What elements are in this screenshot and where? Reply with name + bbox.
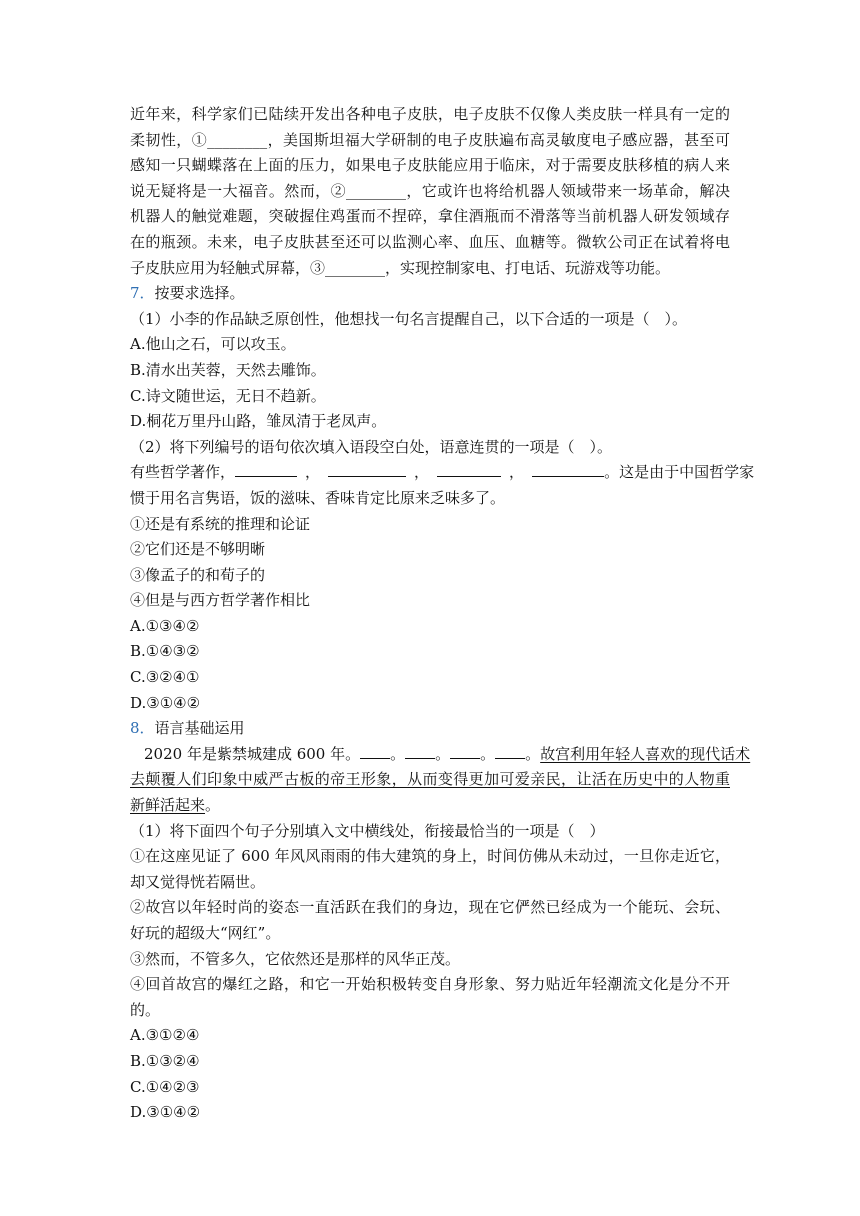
- q8-sentence-4-line2: 的。: [130, 1000, 161, 1019]
- q7-sub2-option-d: D.③①④②: [130, 693, 201, 712]
- question-title: 语言基础运用: [154, 719, 245, 738]
- comma: ，: [305, 463, 321, 482]
- q7-sub1-option-b: B.清水出芙蓉，天然去雕饰。: [130, 360, 326, 379]
- passage-line: 在的瓶颈。未来，电子皮肤甚至还可以监测心率、血压、血糖等。微软公司正在试着将电: [130, 232, 730, 251]
- passage-line: 感知一只蝴蝶落在上面的压力，如果电子皮肤能应用于临床，对于需要皮肤移植的病人来: [130, 156, 730, 175]
- q8-passage-line1: [130, 742, 751, 768]
- answer-blank: [495, 743, 525, 759]
- q7-sub2-sentence-1: ①还是有系统的推理和论证: [130, 514, 311, 533]
- q7-sub1-stem: （1）小李的作品缺乏原创性，他想找一句名言提醒自己，以下合适的一项是（ ）。: [130, 309, 688, 328]
- q7-sub1-option-c: C.诗文随世运，无日不趋新。: [130, 386, 326, 405]
- q8-sentence-1-line1: ①在这座见证了 600 年风风雨雨的伟大建筑的身上，时间仿佛从未动过，一旦你走近它，: [130, 847, 730, 866]
- answer-blank: [405, 743, 435, 759]
- q8-sentence-3: ③然而，不管多久，它依然还是那样的风华正茂。: [130, 949, 461, 968]
- underlined-text: 去颠覆人们印象中威严古板的帝王形象，从而变得更加可爱亲民，让活在历史中的人物重: [130, 770, 730, 789]
- text-segment: 2020 年是紫禁城建成 600 年。: [144, 744, 361, 763]
- passage-line: 近年来，科学家们已陆续开发出各种电子皮肤，电子皮肤不仅像人类皮肤一样具有一定的: [130, 105, 730, 123]
- answer-blank: [450, 743, 480, 759]
- q8-sub1-stem: （1）将下面四个句子分别填入文中横线处，衔接最恰当的一项是（ ）: [130, 821, 605, 840]
- q7-sub2-option-b: B.①④③②: [130, 642, 200, 661]
- comma: ，: [414, 463, 430, 482]
- period: 。: [205, 796, 221, 815]
- passage-line: 机器人的触觉难题，突破握住鸡蛋而不捏碎，拿住酒瓶而不滑落等当前机器人研发领域存: [130, 207, 730, 226]
- underlined-text: 新鲜活起来: [130, 796, 206, 815]
- q8-sentence-4-line1: ④回首故宫的爆红之路，和它一开始积极转变自身形象、努力贴近年轻潮流文化是分不开: [130, 975, 730, 994]
- q7-sub2-sentence-2: ②它们还是不够明晰: [130, 540, 266, 559]
- period: 。: [435, 744, 451, 763]
- q8-option-a: A.③①②④: [130, 1026, 200, 1045]
- document-page: [130, 102, 755, 1126]
- answer-blank: [328, 461, 406, 477]
- q7-sub2-option-c: C.③②④①: [130, 668, 200, 687]
- passage-line: 柔韧性，①________，美国斯坦福大学研制的电子皮肤遍布高灵敏度电子感应器，甚至可: [130, 130, 730, 149]
- question-number: 8．: [130, 719, 155, 738]
- text-segment: 有些哲学著作，: [130, 463, 236, 482]
- question-8-heading: [130, 716, 730, 742]
- q7-sub2-text-line2: 惯于用名言隽语，饭的滋味、香味肯定比原来乏味多了。: [130, 488, 506, 507]
- question-number: 7．: [130, 284, 155, 303]
- q8-option-d: D.③①④②: [130, 1103, 201, 1122]
- text-segment: 。这是由于中国哲学家: [604, 463, 755, 482]
- q7-sub2-stem: （2）将下列编号的语句依次填入语段空白处，语意连贯的一项是（ ）。: [130, 437, 613, 456]
- underlined-text: 故宫利用年轻人喜欢的现代话术: [540, 744, 751, 763]
- passage-q6: [130, 102, 730, 281]
- q8-sentence-2-line2: 好玩的超级大“网红”。: [130, 924, 281, 942]
- passage-line: 子皮肤应用为轻触式屏幕，③________，实现控制家电、打电话、玩游戏等功能。: [130, 258, 671, 277]
- passage-line: 说无疑将是一大福音。然而，②________，它或许也将给机器人领域带来一场革命，解决: [130, 181, 730, 200]
- q7-sub1-option-a: A.他山之石，可以攻玉。: [130, 335, 296, 354]
- question-7-heading: [130, 281, 730, 307]
- answer-blank: [532, 461, 604, 477]
- q8-sentence-2-line1: ②故宫以年轻时尚的姿态一直活跃在我们的身边，现在它俨然已经成为一个能玩、会玩、: [130, 898, 730, 917]
- q7-sub2-text-line1: [130, 460, 755, 486]
- answer-blank: [360, 743, 390, 759]
- q7-sub1-option-d: D.桐花万里丹山路，雏凤清于老凤声。: [130, 412, 387, 431]
- period: 。: [525, 744, 541, 763]
- question-title: 按要求选择。: [154, 284, 245, 303]
- q8-option-b: B.①③②④: [130, 1051, 200, 1070]
- q8-option-c: C.①④②③: [130, 1077, 200, 1096]
- q7-sub2-sentence-4: ④但是与西方哲学著作相比: [130, 591, 311, 610]
- period: 。: [390, 744, 406, 763]
- q8-sentence-1-line2: 却又觉得恍若隔世。: [130, 872, 266, 891]
- comma: ，: [509, 463, 525, 482]
- q7-sub2-sentence-3: ③像孟子的和荀子的: [130, 565, 266, 584]
- q8-passage-line2: [130, 767, 730, 793]
- q7-sub2-option-a: A.①③④②: [130, 616, 200, 635]
- q8-passage-line3: [130, 793, 730, 819]
- answer-blank: [437, 461, 501, 477]
- answer-blank: [235, 461, 297, 477]
- period: 。: [480, 744, 496, 763]
